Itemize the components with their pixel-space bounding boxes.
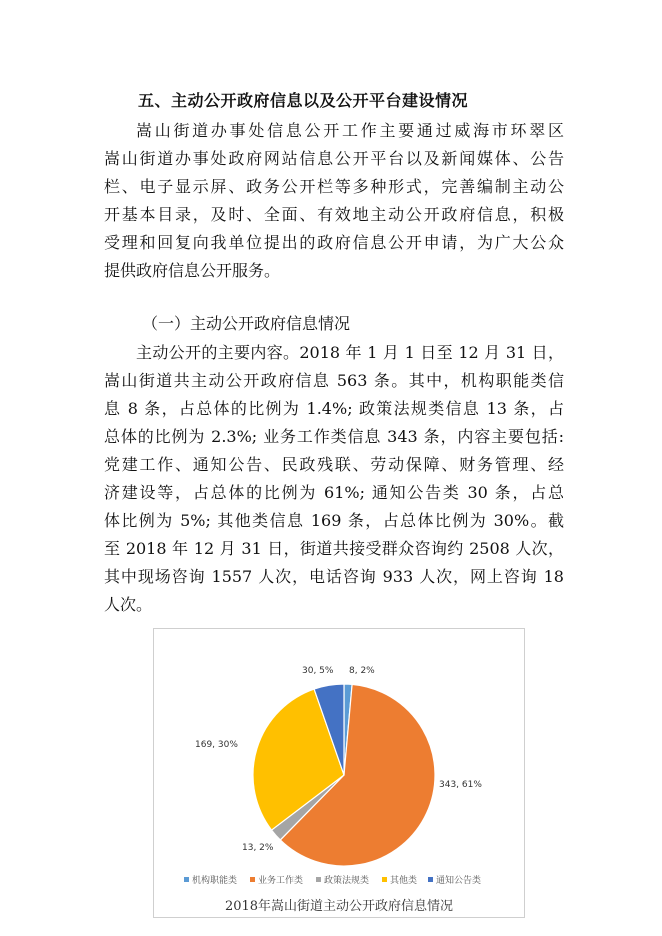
pie-data-label: 30, 5% xyxy=(302,666,334,676)
details-paragraph xyxy=(104,339,564,619)
paragraph-line: 党建工作、通知公告、民政残联、劳动保障、财务管理、经 xyxy=(104,455,564,474)
legend-swatch xyxy=(184,877,189,882)
subsection-title: （一）主动公开政府信息情况 xyxy=(142,314,351,333)
pie-chart xyxy=(154,629,524,891)
legend-swatch xyxy=(428,877,433,882)
paragraph-line: 至 2018 年 12 月 31 日，街道共接受群众咨询约 2508 人次， xyxy=(104,539,564,558)
paragraph-line: 其中现场咨询 1557 人次，电话咨询 933 人次，网上咨询 18 xyxy=(104,567,564,586)
paragraph-line: 嵩山街道办事处信息公开工作主要通过威海市环翠区 xyxy=(136,121,564,140)
pie-data-label: 343, 61% xyxy=(439,780,482,790)
legend-entry xyxy=(184,874,237,886)
pie-chart-figure xyxy=(153,628,525,918)
pie-data-label: 169, 30% xyxy=(195,740,238,750)
paragraph-line: 嵩山街道共主动公开政府信息 563 条。其中，机构职能类信 xyxy=(104,371,564,390)
legend-entry xyxy=(382,874,417,886)
legend-entry xyxy=(428,874,481,886)
legend-entry xyxy=(316,874,369,886)
legend-swatch xyxy=(316,877,321,882)
paragraph-line: 体比例为 5%; 其他类信息 169 条，占总体比例为 30%。截 xyxy=(104,511,564,530)
pie-data-label: 8, 2% xyxy=(349,666,375,676)
paragraph-line: 受理和回复向我单位提出的政府信息公开申请，为广大公众 xyxy=(104,233,564,252)
paragraph-line: 开基本目录，及时、全面、有效地主动公开政府信息，积极 xyxy=(104,205,564,224)
legend-swatch xyxy=(250,877,255,882)
legend-entry xyxy=(250,874,303,886)
paragraph-line: 主动公开的主要内容。2018 年 1 月 1 日至 12 月 31 日， xyxy=(136,343,564,362)
legend-label: 其他类 xyxy=(390,876,418,886)
legend-label: 政策法规类 xyxy=(324,876,370,886)
paragraph-line: 人次。 xyxy=(104,595,153,614)
legend-swatch xyxy=(382,877,387,882)
intro-paragraph xyxy=(104,117,564,285)
paragraph-line: 济建设等，占总体的比例为 61%; 通知公告类 30 条，占总 xyxy=(104,483,564,502)
paragraph-line: 提供政府信息公开服务。 xyxy=(104,261,281,280)
paragraph-line: 总体的比例为 2.3%; 业务工作类信息 343 条，内容主要包括: xyxy=(104,427,564,446)
legend-label: 业务工作类 xyxy=(258,876,304,886)
paragraph-line: 息 8 条，占总体的比例为 1.4%; 政策法规类信息 13 条，占 xyxy=(104,399,564,418)
legend-label: 机构职能类 xyxy=(192,876,238,886)
paragraph-line: 嵩山街道办事处政府网站信息公开平台以及新闻媒体、公告 xyxy=(104,149,564,168)
chart-caption: 2018年嵩山街道主动公开政府信息情况 xyxy=(224,899,454,914)
paragraph-line: 栏、电子显示屏、政务公开栏等多种形式，完善编制主动公 xyxy=(104,177,564,196)
legend-label: 通知公告类 xyxy=(436,876,482,886)
pie-data-label: 13, 2% xyxy=(242,843,274,853)
section-title: 五、主动公开政府信息以及公开平台建设情况 xyxy=(138,91,469,110)
